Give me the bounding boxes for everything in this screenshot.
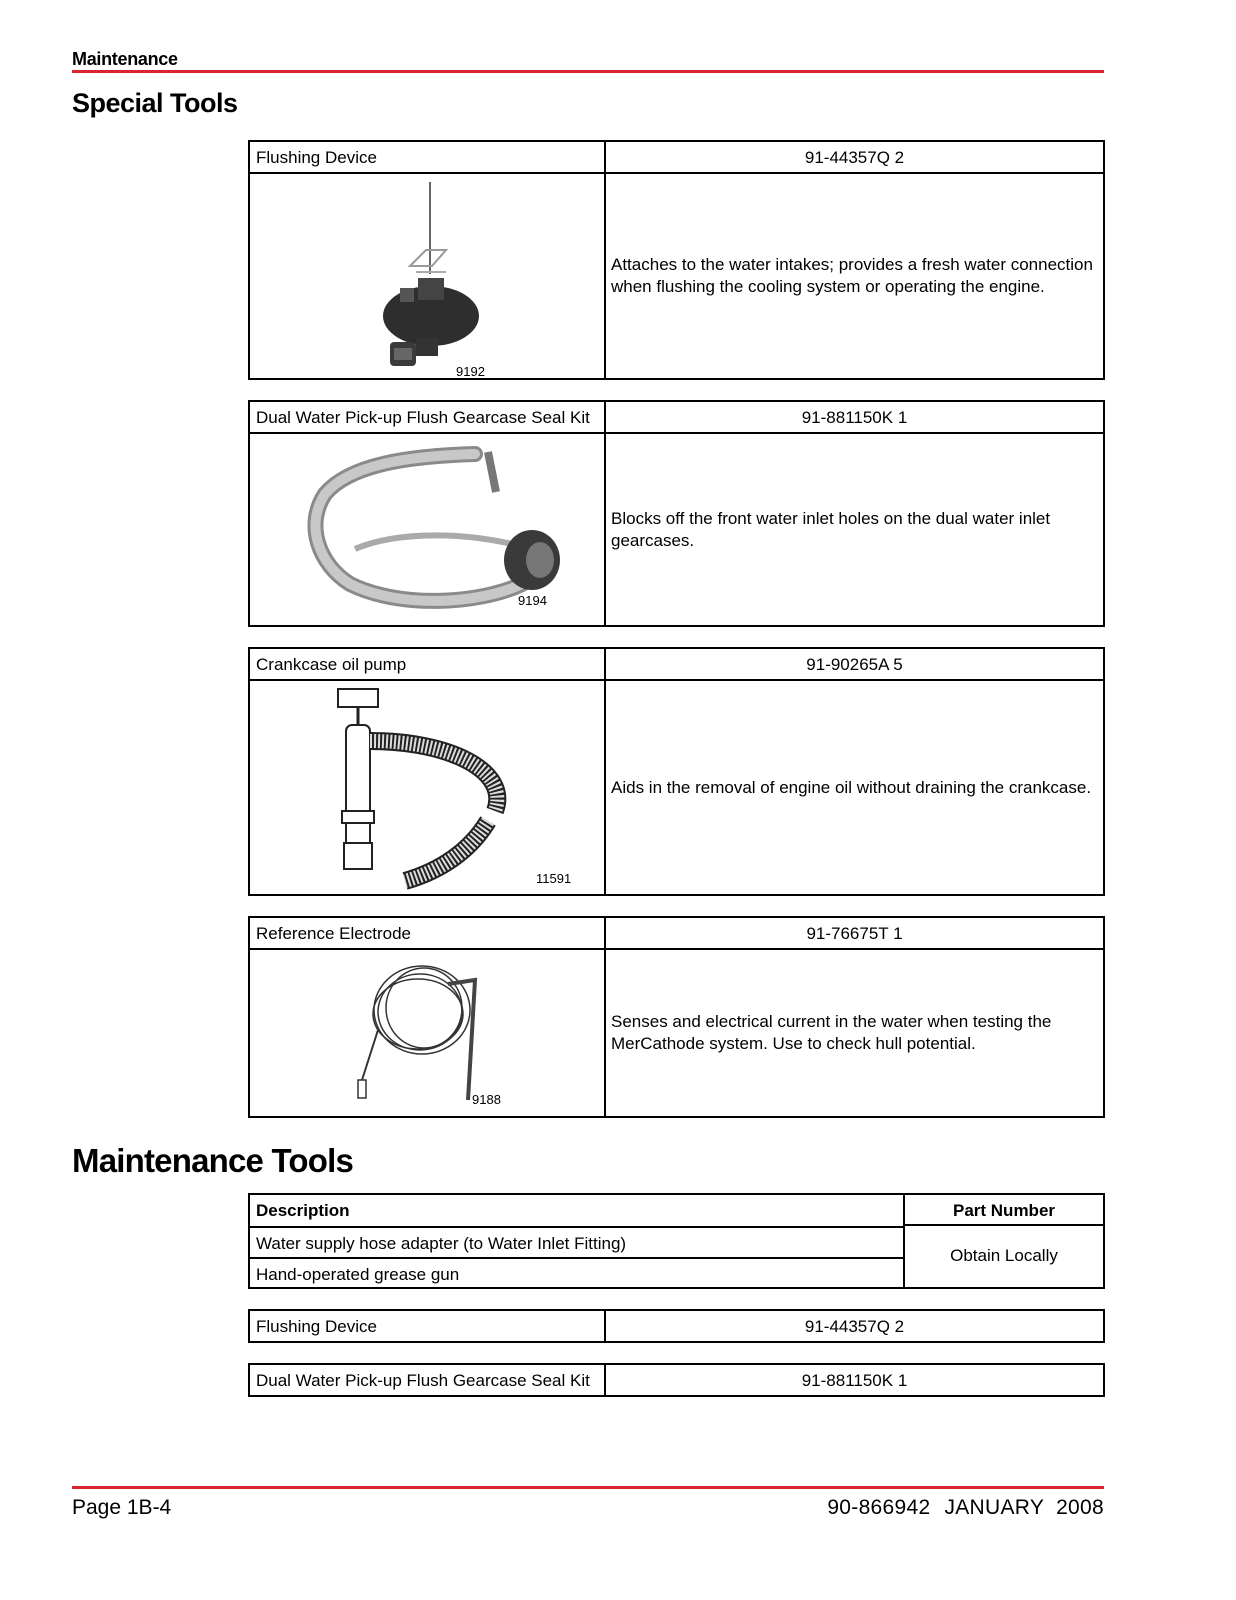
part-number-value: Obtain Locally xyxy=(950,1246,1058,1265)
page-number: Page 1B-4 xyxy=(72,1496,172,1519)
tool-name: Crankcase oil pump xyxy=(250,649,606,679)
column-header-part-number: Part Number xyxy=(905,1195,1103,1226)
footer-rule xyxy=(72,1486,1104,1489)
table-row: Water supply hose adapter (to Water Inlet Fitting) xyxy=(250,1226,903,1257)
maintenance-tools-heading: Maintenance Tools xyxy=(72,1142,353,1179)
document-date: JANUARY 2008 xyxy=(944,1496,1104,1519)
oil-pump-illustration xyxy=(250,681,604,894)
reference-electrode-illustration xyxy=(250,950,604,1116)
tool-part-number: 91-44357Q 2 xyxy=(804,148,905,167)
document-info xyxy=(827,1496,1104,1520)
tool-table-flushing-device xyxy=(248,140,1105,380)
tool-image xyxy=(250,950,606,1116)
tool-part-number: 91-881150K 1 xyxy=(801,1371,908,1390)
tool-part-number: 91-90265A 5 xyxy=(806,655,903,674)
tool-table-seal-kit xyxy=(248,400,1105,627)
tool-description: Attaches to the water intakes; provides a fresh water connection when flushing the cooling system or operating the engine. xyxy=(611,255,1093,296)
tool-image xyxy=(250,174,606,378)
document-number: 90-866942 xyxy=(827,1496,931,1519)
tool-name: Flushing Device xyxy=(250,142,606,172)
figure-number: 11591 xyxy=(536,871,572,886)
tool-part-number: 91-881150K 1 xyxy=(801,408,908,427)
maintenance-tool-seal-kit xyxy=(248,1363,1105,1397)
tool-name: Reference Electrode xyxy=(250,918,606,948)
table-row: Hand-operated grease gun xyxy=(250,1257,903,1288)
tool-description: Senses and electrical current in the water when testing the MerCathode system. Use to check hull potential. xyxy=(611,1012,1052,1053)
figure-number: 9194 xyxy=(518,593,547,608)
special-tools-heading: Special Tools xyxy=(72,88,238,118)
seal-kit-illustration xyxy=(250,434,604,625)
tool-part-number: 91-44357Q 2 xyxy=(804,1317,905,1336)
tool-description: Blocks off the front water inlet holes on the dual water inlet gearcases. xyxy=(611,508,1051,550)
tool-image xyxy=(250,681,606,894)
maintenance-tools-table xyxy=(248,1193,1105,1289)
tool-name: Dual Water Pick-up Flush Gearcase Seal Kit xyxy=(250,1365,606,1395)
tool-table-oil-pump xyxy=(248,647,1105,896)
tool-name: Dual Water Pick-up Flush Gearcase Seal Kit xyxy=(250,402,606,432)
column-header-description: Description xyxy=(256,1201,350,1220)
running-head: Maintenance xyxy=(72,49,178,69)
figure-number: 9192 xyxy=(456,364,485,379)
header-rule xyxy=(72,70,1104,73)
tool-image xyxy=(250,434,606,625)
tool-name: Flushing Device xyxy=(250,1311,606,1341)
tool-part-number: 91-76675T 1 xyxy=(806,924,903,943)
tool-table-reference-electrode xyxy=(248,916,1105,1118)
figure-number: 9188 xyxy=(472,1092,501,1107)
maintenance-tool-flushing-device xyxy=(248,1309,1105,1343)
flushing-device-illustration xyxy=(250,174,604,378)
tool-description: Aids in the removal of engine oil without draining the crankcase. xyxy=(611,777,1092,797)
